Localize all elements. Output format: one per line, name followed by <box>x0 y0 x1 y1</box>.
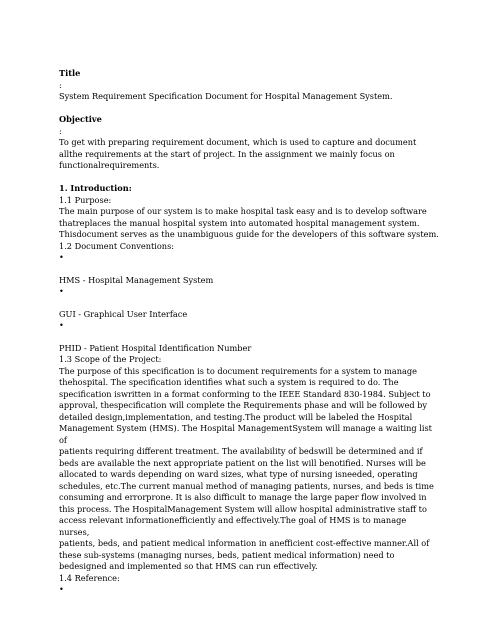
scope-line: access relevant informationefficiently and effectively.The goal of HMS is to manage nurses, <box>59 515 407 537</box>
scope-line: bedesigned and implemented so that HMS can run effectively. <box>59 561 318 571</box>
scope-line: thehospital. The specification identifies what such a system is required to do. The <box>59 377 399 387</box>
objective-colon: : <box>59 125 62 136</box>
bullet-marker: • <box>59 320 64 330</box>
scope-line: specification iswritten in a format conforming to the IEEE Standard 830-1984. Subject to <box>59 388 431 399</box>
title-text: System Requirement Specification Document for Hospital Management System. <box>59 91 393 101</box>
objective-line: allthe requirements at the start of project. In the assignment we mainly focus on <box>59 148 395 159</box>
scope-line: detailed design,implementation, and testing.The product will be labeled the Hospital <box>59 411 413 422</box>
spacer <box>59 264 439 275</box>
purpose-line: Thisdocument serves as the unambiguous guide for the developers of this software system. <box>59 229 439 239</box>
scope-line: allocated to wards depending on ward sizes, what type of nursing isneeded, operating <box>59 469 418 479</box>
spacer <box>59 332 439 343</box>
scope-line: The purpose of this specification is to document requirements for a system to manage <box>59 365 417 376</box>
purpose-line: thatreplaces the manual hospital system into automated hospital management system. <box>59 217 420 228</box>
scope-label: 1.3 Scope of the Project: <box>59 354 162 364</box>
spacer <box>59 103 439 115</box>
objective-line: To get with preparing requirement document, which is used to capture and document <box>59 137 417 147</box>
scope-line: consuming and errorprone. It is also difficult to manage the large paper flow involved in <box>59 492 427 502</box>
title-colon: : <box>59 79 62 90</box>
document-page <box>59 68 439 596</box>
scope-line: these sub-systems (managing nurses, beds, patient medical information) need to <box>59 549 395 560</box>
convention-item-hms: HMS - Hospital Management System <box>59 274 214 285</box>
reference-label: 1.4 Reference: <box>59 572 120 583</box>
conventions-label: 1.2 Document Conventions: <box>59 240 175 251</box>
scope-line: schedules, etc.The current manual method of managing patients, nurses, and beds is time <box>59 480 434 491</box>
scope-line: patients requiring different treatment. The availability of bedswill be determined and if <box>59 446 423 456</box>
scope-line: patients, beds, and patient medical information in anefficient cost-effective manner.All of <box>59 538 430 548</box>
purpose-label: 1.1 Purpose: <box>59 194 112 205</box>
objective-heading: Objective <box>59 114 102 124</box>
title-heading: Title <box>59 68 81 78</box>
scope-line: this process. The HospitalManagement System will allow hospital administrative staff to <box>59 503 427 514</box>
bullet-marker: • <box>59 252 64 262</box>
introduction-heading: 1. Introduction: <box>59 183 132 193</box>
spacer <box>59 172 439 184</box>
bullet-marker: • <box>59 584 64 594</box>
scope-line: beds are available the next appropriate patient on the list will benotified. Nurses will be <box>59 457 426 468</box>
scope-line: Management System (HMS). The Hospital ManagementSystem will manage a waiting list of <box>59 423 432 445</box>
purpose-line: The main purpose of our system is to make hospital task easy and is to develop software <box>59 206 427 216</box>
spacer <box>59 298 439 309</box>
objective-line: functionalrequirements. <box>59 160 160 170</box>
convention-item-phid: PHID - Patient Hospital Identification Number <box>59 342 252 353</box>
scope-line: approval, thespecification will complete the Requirements phase and will be followed by <box>59 400 428 410</box>
convention-item-gui: GUI - Graphical User Interface <box>59 308 188 319</box>
bullet-marker: • <box>59 286 64 296</box>
